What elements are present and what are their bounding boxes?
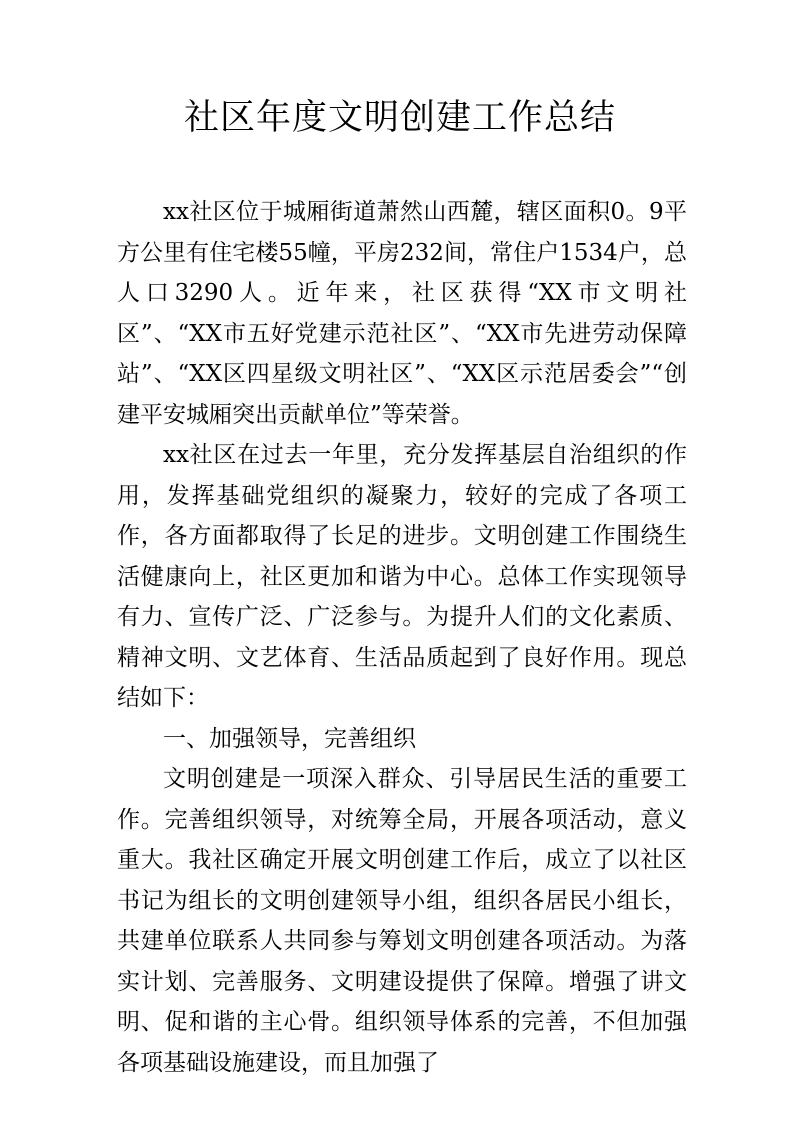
section-heading: 一、加强领导，完善组织 [163,725,416,752]
document-title: 社区年度文明创建工作总结 [183,98,616,138]
paragraph-intro: xx社区位于城厢街道萧然山西麓，辖区面积0。9平方公里有住宅楼55幢，平房232间，常住户1534户，总人口3290人。近年来，社区获得“XX市文明社区”、“XX市五好党建示范社区”、“XX市先进劳动保障站”、“XX区四星级文明社区”、“XX区示范居委会”“创建平安城厢突出贡献单位”等荣誉。 [117,199,687,428]
paragraph-overview: xx社区在过去一年里，充分发挥基层自治组织的作用，发挥基础党组织的凝聚力，较好的完成了各项工作，各方面都取得了长足的进步。文明创建工作围绕生活健康向上，社区更加和谐为中心。总体工作实现领导有力、宣传广泛、广泛参与。为提升人们的文化素质、精神文明、文艺体育、生活品质起到了良好作用。现总结如下： [117,442,687,711]
document-body [117,192,687,1083]
section-paragraph: 文明创建是一项深入群众、引导居民生活的重要工作。完善组织领导，对统筹全局，开展各项活动，意义重大。我社区确定开展文明创建工作后，成立了以社区书记为组长的文明创建领导小组，组织各居民小组长，共建单位联系人共同参与筹划文明创建各项活动。为落实计划、完善服务、文明建设提供了保障。增强了讲文明、促和谐的主心骨。组织领导体系的完善，不但加强各项基础设施建设，而且加强了 [117,766,687,1076]
